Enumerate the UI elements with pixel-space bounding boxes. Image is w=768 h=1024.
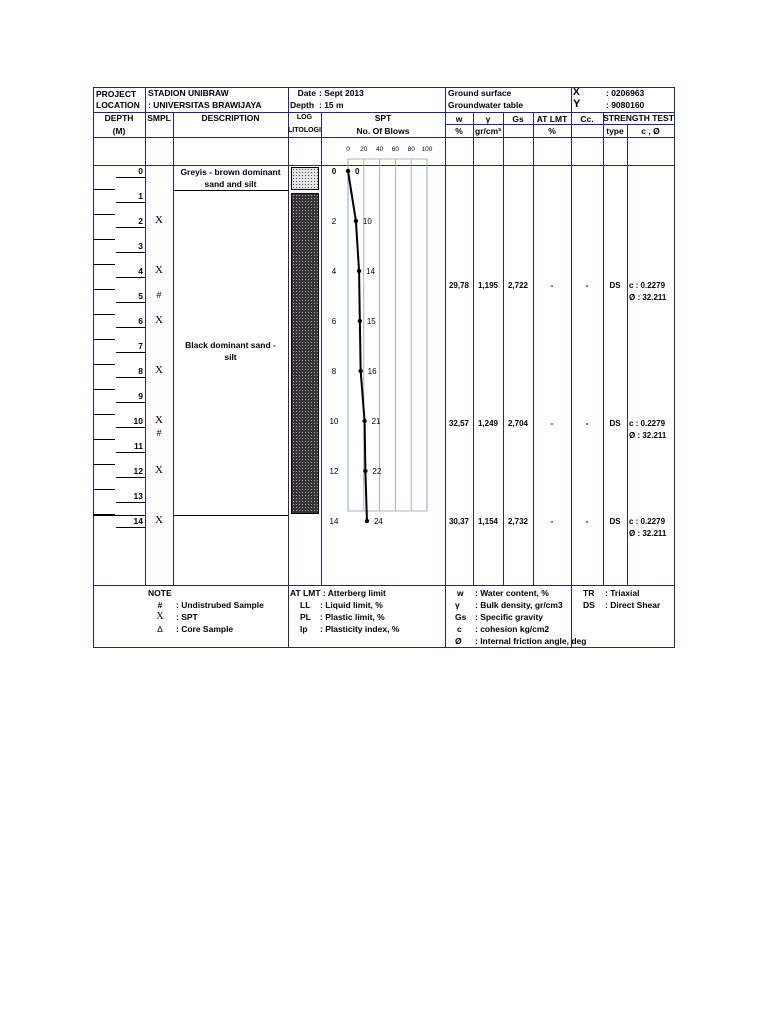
friction-angle-value: Ø : 32.211 xyxy=(629,529,667,538)
depth-tick xyxy=(116,527,146,528)
ds-symbol: DS xyxy=(583,600,595,610)
depth-label: 2 xyxy=(138,216,143,226)
bulk-density-value: 1,195 xyxy=(477,281,499,290)
depth-tick xyxy=(116,502,146,503)
depth-tick xyxy=(93,239,115,240)
depth-tick xyxy=(93,314,115,315)
spt-depth-label: 8 xyxy=(331,367,337,376)
gs-note: : Specific gravity xyxy=(475,612,544,622)
depth-col-unit: (M) xyxy=(112,126,126,136)
delta-note: : Core Sample xyxy=(176,624,234,634)
layer1-description-2: sand and silt xyxy=(204,179,257,189)
depth-tick xyxy=(116,277,146,278)
blows-col-header: No. Of Blows xyxy=(356,126,410,136)
description-col-header: DESCRIPTION xyxy=(201,113,260,123)
col-line xyxy=(603,112,604,586)
col-line xyxy=(288,87,289,648)
tr-note: : Triaxial xyxy=(605,588,640,598)
phi-symbol: Ø xyxy=(455,636,462,646)
location-label: LOCATION xyxy=(96,100,140,110)
smpl-col-header: SMPL xyxy=(147,113,171,123)
spt-point xyxy=(358,319,362,323)
water-content-value: 30,37 xyxy=(448,517,470,526)
spt-col-header: SPT xyxy=(374,113,392,123)
date-label: Date xyxy=(297,88,316,98)
depth-tick xyxy=(116,452,146,453)
spt-depth-label: 6 xyxy=(331,317,337,326)
depth-tick xyxy=(93,339,115,340)
gamma-col-header: γ xyxy=(485,114,491,124)
bulk-density-value: 1,154 xyxy=(477,517,499,526)
spt-x-tick-label: 80 xyxy=(407,146,415,153)
spt-depth-label: 10 xyxy=(329,417,339,426)
spt-value-label: 15 xyxy=(366,317,376,326)
spt-sample-mark: X xyxy=(155,364,163,376)
spt-depth-label: 4 xyxy=(331,267,337,276)
depth-tick xyxy=(93,189,115,190)
depth-tick xyxy=(93,264,115,265)
spt-value-label: 14 xyxy=(366,267,375,276)
depth-tick xyxy=(116,227,146,228)
hash-note: : Undistrubed Sample xyxy=(176,600,264,610)
layer1-description: Greyis - brown dominant xyxy=(180,167,281,177)
atterberg-value: - xyxy=(550,517,554,526)
phi-note: : Internal friction angle, deg xyxy=(475,636,587,646)
col-line xyxy=(571,87,572,648)
gamma-note: : Bulk density, gr/cm3 xyxy=(475,600,563,610)
spt-sample-mark: X xyxy=(155,264,163,276)
spt-value-label: 21 xyxy=(371,417,381,426)
depth-value: : 15 m xyxy=(319,100,344,110)
ip-symbol: Ip xyxy=(300,624,308,634)
x-symbol: X xyxy=(156,611,164,622)
litology-black-sand xyxy=(291,193,319,514)
depth-tick xyxy=(116,427,146,428)
w-col-header: w xyxy=(455,114,463,124)
undisturbed-sample-mark: # xyxy=(156,427,162,438)
spt-x-tick-label: 20 xyxy=(360,146,368,153)
x-label: X xyxy=(573,87,580,98)
spt-point xyxy=(357,269,361,273)
atlmt-note: AT LMT : Atterberg limit xyxy=(290,588,386,598)
spt-value-label: 22 xyxy=(372,467,382,476)
depth-label: 6 xyxy=(138,316,143,326)
depth-tick xyxy=(116,177,146,178)
delta-symbol: Δ xyxy=(157,624,163,634)
x-note: : SPT xyxy=(176,612,198,622)
ds-note: : Direct Shear xyxy=(605,600,661,610)
spt-value-label: 0 xyxy=(355,167,360,176)
litology-sand-silt xyxy=(291,167,319,190)
spt-depth-label: 14 xyxy=(329,517,339,526)
specific-gravity-value: 2,704 xyxy=(507,419,529,428)
depth-label: Depth xyxy=(290,100,315,110)
cohesion-value: c : 0.2279 xyxy=(629,281,666,290)
spt-x-tick-label: 40 xyxy=(375,146,384,153)
strength-params-header: c , Ø xyxy=(641,126,660,136)
depth-tick xyxy=(116,352,146,353)
spt-sample-mark: X xyxy=(155,464,163,476)
strength-type-value: DS xyxy=(609,281,621,290)
ll-note: : Liquid limit, % xyxy=(320,600,383,610)
depth-label: 3 xyxy=(138,241,143,251)
y-value: : 9080160 xyxy=(606,100,645,110)
strength-type-header: type xyxy=(606,126,624,136)
gs-col-header: Gs xyxy=(512,114,524,124)
project-label: PROJECT xyxy=(96,89,137,99)
pl-symbol: PL xyxy=(300,612,311,622)
border-right xyxy=(674,87,675,648)
depth-tick xyxy=(93,389,115,390)
cc-value: - xyxy=(585,281,589,290)
atterberg-value: - xyxy=(550,419,554,428)
cc-value: - xyxy=(585,517,589,526)
spt-x-tick-label: 0 xyxy=(346,146,350,153)
cohesion-value: c : 0.2279 xyxy=(629,419,666,428)
col-line xyxy=(145,87,146,586)
depth-tick xyxy=(116,327,146,328)
spt-point xyxy=(346,169,350,173)
log-col-header: LOG xyxy=(296,114,313,121)
depth-tick xyxy=(116,302,146,303)
depth-tick xyxy=(93,364,115,365)
friction-angle-value: Ø : 32.211 xyxy=(629,431,667,440)
col-line xyxy=(627,124,628,586)
spt-value-label: 16 xyxy=(367,367,377,376)
depth-label: 9 xyxy=(138,391,143,401)
rule xyxy=(603,124,674,125)
border-bottom xyxy=(93,647,675,648)
c-note: : cohesion kg/cm2 xyxy=(475,624,550,634)
layer2-description-2: silt xyxy=(224,352,237,362)
depth-label: 10 xyxy=(133,416,143,426)
depth-tick xyxy=(93,289,115,290)
w-note: : Water content, % xyxy=(475,588,549,598)
depth-tick xyxy=(93,464,115,465)
depth-tick xyxy=(93,414,115,415)
spt-value-label: 24 xyxy=(373,517,383,526)
atlmt-col-unit: % xyxy=(548,126,556,136)
project-value: STADION UNIBRAW xyxy=(148,88,229,98)
ground-surface-label: Ground surface xyxy=(448,88,512,98)
depth-label: 7 xyxy=(138,341,143,351)
spt-point xyxy=(363,469,367,473)
water-content-value: 32,57 xyxy=(448,419,470,428)
spt-x-tick-label: 100 xyxy=(421,146,433,153)
x-value: : 0206963 xyxy=(606,88,645,98)
spt-sample-mark: X xyxy=(155,314,163,326)
w-col-unit: % xyxy=(455,126,463,136)
depth-label: 5 xyxy=(138,291,143,301)
col-line xyxy=(445,87,446,648)
description-underline xyxy=(173,515,288,516)
border-left xyxy=(93,87,94,648)
spt-depth-label: 12 xyxy=(329,467,339,476)
cc-col-header: Cc. xyxy=(580,114,594,124)
specific-gravity-value: 2,722 xyxy=(507,281,529,290)
c-symbol: c xyxy=(457,624,462,634)
ll-symbol: LL xyxy=(300,600,311,610)
hash-symbol: # xyxy=(157,600,163,610)
spt-depth-label: 2 xyxy=(331,217,337,226)
gamma-symbol: γ xyxy=(455,600,460,610)
depth-label: 12 xyxy=(133,466,143,476)
spt-x-tick-label: 60 xyxy=(391,146,400,153)
depth-tick xyxy=(116,252,146,253)
col-line xyxy=(533,112,534,586)
col-line xyxy=(473,112,474,586)
depth-tick xyxy=(116,202,146,203)
tr-symbol: TR xyxy=(583,588,595,598)
cohesion-value: c : 0.2279 xyxy=(629,517,666,526)
atterberg-value: - xyxy=(550,281,554,290)
depth-tick xyxy=(93,489,115,490)
rule xyxy=(93,585,675,586)
water-content-value: 29,78 xyxy=(448,281,470,290)
depth-tick xyxy=(116,402,146,403)
depth-label: 13 xyxy=(133,491,143,501)
friction-angle-value: Ø : 32.211 xyxy=(629,293,667,302)
spt-depth-label: 0 xyxy=(331,167,337,176)
spt-point xyxy=(362,419,366,423)
litolog-col-header: LITOLOGI xyxy=(288,127,321,134)
w-symbol: w xyxy=(457,588,464,598)
spt-point xyxy=(354,219,358,223)
depth-tick xyxy=(116,477,146,478)
spt-point xyxy=(358,369,362,373)
depth-col-header: DEPTH xyxy=(104,113,134,123)
y-label: Y xyxy=(573,98,581,110)
layer-boundary xyxy=(173,190,288,191)
col-line xyxy=(503,112,504,586)
undisturbed-sample-mark: # xyxy=(156,290,162,300)
depth-label: 1 xyxy=(138,191,143,201)
spt-sample-mark: X xyxy=(155,414,163,426)
layer2-description: Black dominant sand - xyxy=(185,340,276,350)
cc-value: - xyxy=(585,419,589,428)
strength-type-value: DS xyxy=(609,419,621,428)
depth-label: 11 xyxy=(134,441,143,451)
depth-tick xyxy=(93,439,115,440)
gamma-col-unit: gr/cm³ xyxy=(475,126,501,136)
location-value: : UNIVERSITAS BRAWIJAYA xyxy=(148,100,262,110)
spt-sample-mark: X xyxy=(155,214,163,226)
date-value: : Sept 2013 xyxy=(319,88,364,98)
depth-underline xyxy=(93,515,146,516)
depth-label: 14 xyxy=(133,516,143,526)
depth-tick xyxy=(93,214,115,215)
spt-sample-mark: X xyxy=(155,514,163,526)
spt-value-label: 10 xyxy=(362,217,372,226)
strength-col-header: STRENGTH TEST xyxy=(603,113,674,123)
note-label: NOTE xyxy=(148,588,172,598)
pl-note: : Plastic limit, % xyxy=(320,612,385,622)
groundwater-label: Groundwater table xyxy=(448,100,524,110)
bulk-density-value: 1,249 xyxy=(477,419,499,428)
gs-symbol: Gs xyxy=(455,612,467,622)
strength-type-value: DS xyxy=(609,517,621,526)
atlmt-col-header: AT LMT xyxy=(536,114,568,124)
spt-point xyxy=(365,519,369,523)
specific-gravity-value: 2,732 xyxy=(507,517,529,526)
depth-label: 4 xyxy=(138,266,143,276)
rule xyxy=(93,137,675,138)
depth-tick xyxy=(116,377,146,378)
depth-label: 0 xyxy=(138,166,143,176)
spt-chart xyxy=(321,140,445,526)
depth-label: 8 xyxy=(138,366,143,376)
ip-note: : Plasticity index, % xyxy=(320,624,400,634)
